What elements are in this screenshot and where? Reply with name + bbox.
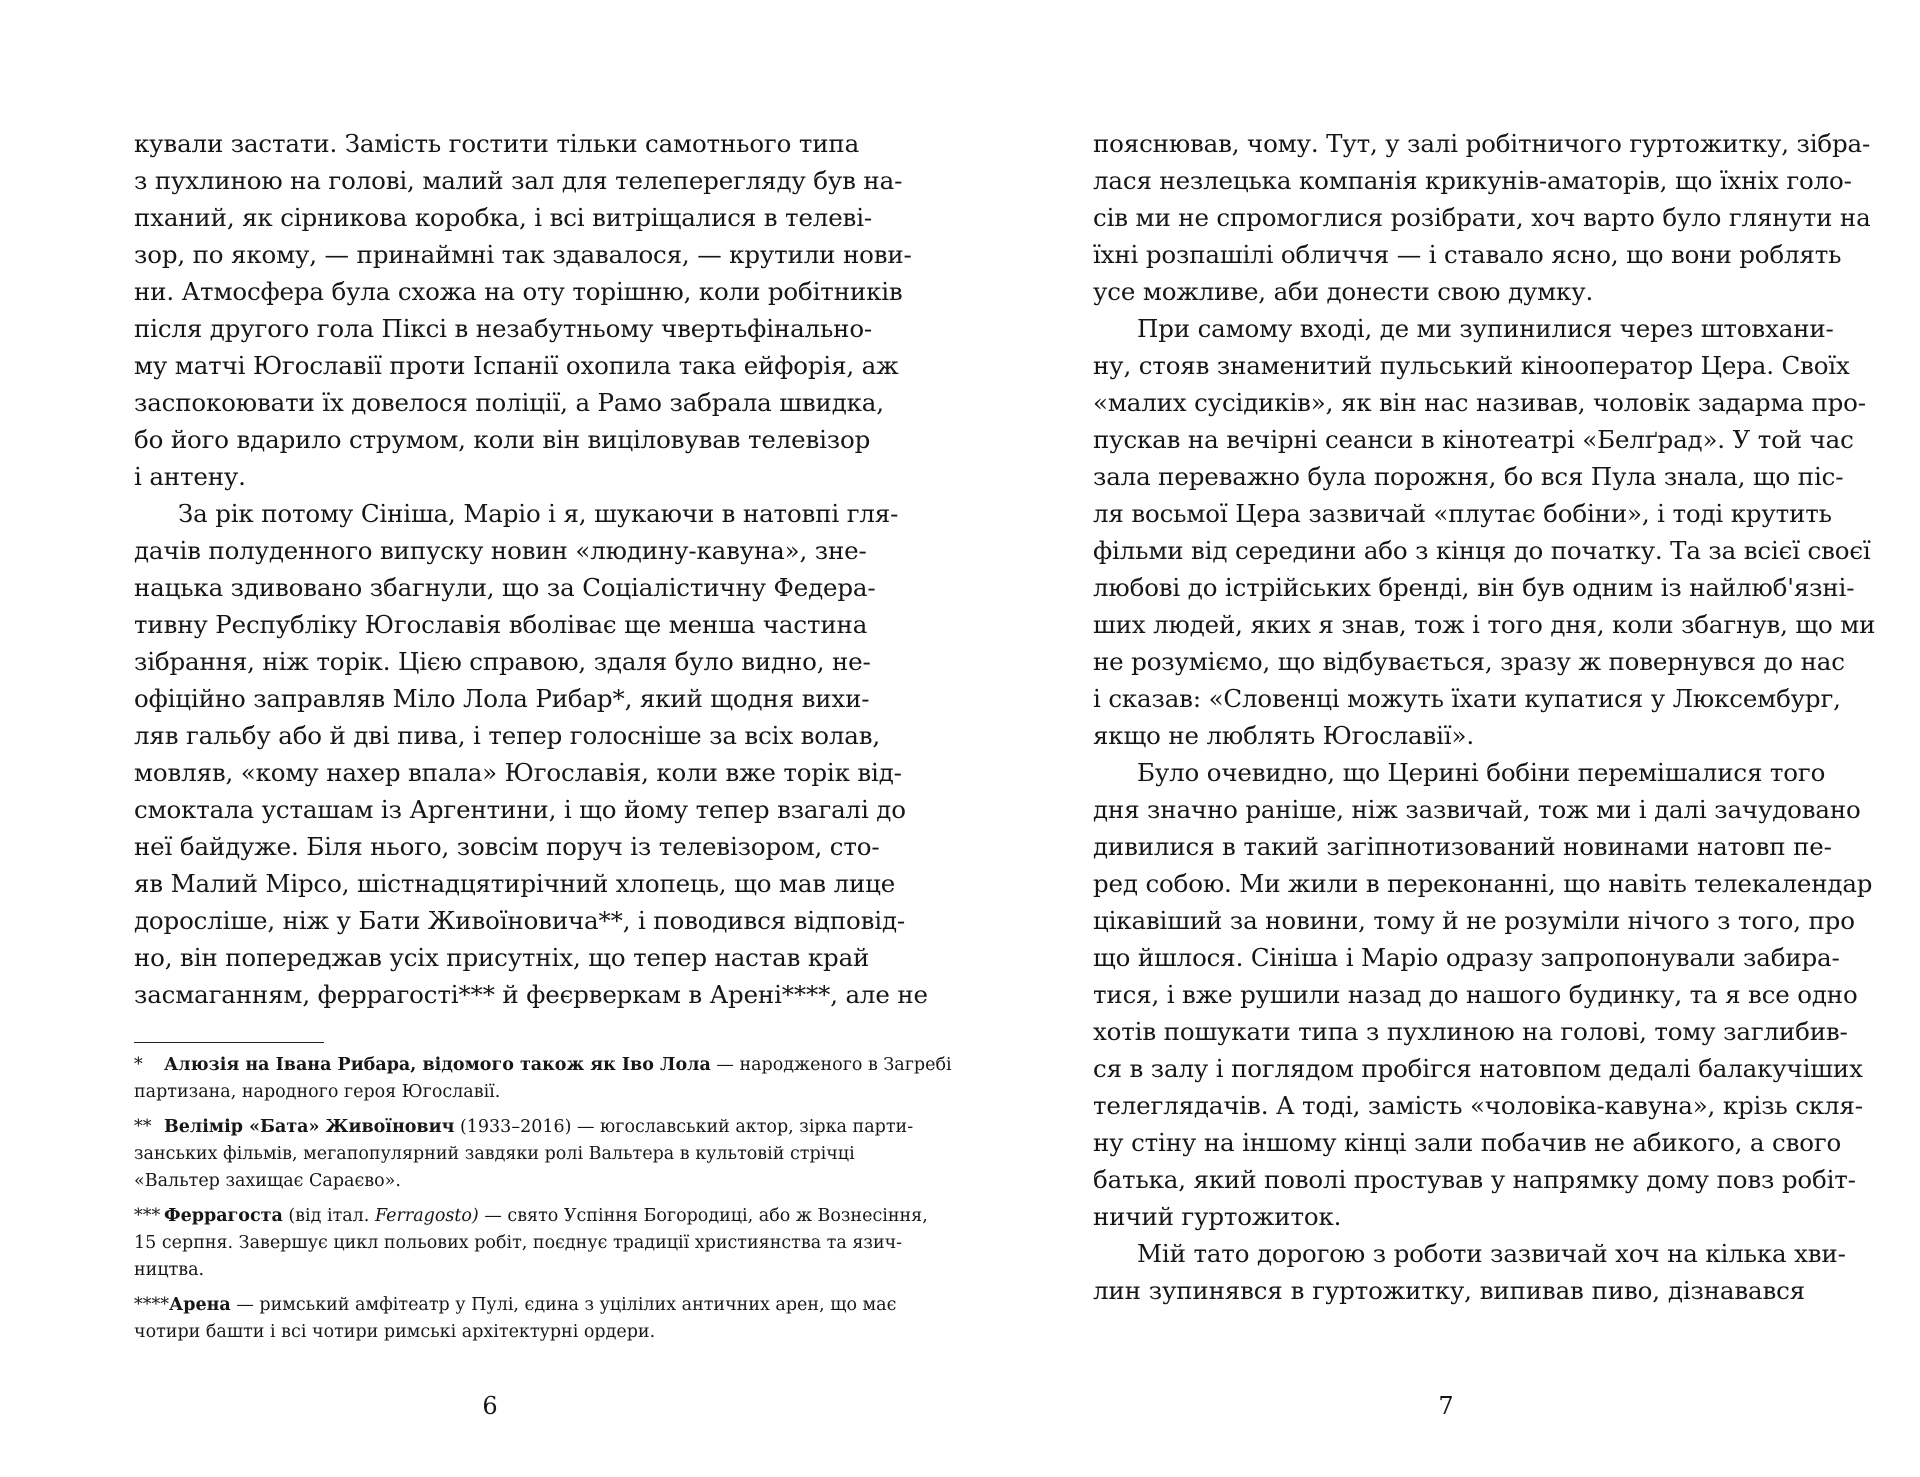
- text-line: кували застати. Замість гостити тільки самотнього типа: [134, 129, 860, 158]
- paragraph-start-line: За рік потому Сініша, Маріо і я, шукаючи в натовпі гля-: [178, 499, 899, 528]
- footnote-line: занських фільмів, мегапопулярний завдяки ролі Вальтера в культовій стрічці: [134, 1144, 855, 1164]
- footnote-separator: [134, 1042, 324, 1043]
- text-line: пояснював, чому. Тут, у залі робітничого гуртожитку, зібра-: [1093, 129, 1871, 158]
- footnote-4: [134, 1292, 897, 1346]
- text-line: зала переважно була порожня, бо вся Пула знала, що піс-: [1093, 462, 1844, 491]
- paragraph-start-line: Мій тато дорогою з роботи зазвичай хоч на кілька хви-: [1137, 1239, 1846, 1268]
- text-line: зібрання, ніж торік. Цією справою, здаля було видно, не-: [134, 647, 871, 676]
- text-line: лася незлецька компанія крикунів-аматорів, що їхніх голо-: [1093, 166, 1852, 195]
- footnote-term: Алюзія на Івана Рибара, відомого також як Іво Лола: [164, 1055, 711, 1075]
- footnote-text: — римський амфітеатр у Пулі, єдина з уцілілих античних арен, що має: [230, 1295, 897, 1315]
- footnote-term: Арена: [169, 1295, 231, 1315]
- text-line: батька, який поволі простував у напрямку дому повз робіт-: [1093, 1165, 1856, 1194]
- paragraph-start-line: При самому вході, де ми зупинилися через штовхани-: [1137, 314, 1834, 343]
- text-line: нацька здивовано збагнули, що за Соціалістичну Федера-: [134, 573, 876, 602]
- paragraph-start-line: Було очевидно, що Церині бобіни перемішалися того: [1137, 758, 1826, 787]
- footnote-italic: Ferragosto): [374, 1206, 479, 1226]
- text-line: тивну Республіку Югославія вболіває ще менша частина: [134, 610, 868, 639]
- footnote-text: — свято Успіння Богородиці, або ж Вознесіння,: [478, 1206, 928, 1226]
- footnote-1: [134, 1052, 952, 1106]
- text-line: «малих сусідиків», як він нас називав, чоловік задарма про-: [1093, 388, 1866, 417]
- text-line: телеглядачів. А тоді, замість «чоловіка-кавуна», крізь скля-: [1093, 1091, 1863, 1120]
- text-line: неї байдуже. Біля нього, зовсім поруч із телевізором, сто-: [134, 832, 880, 861]
- text-line: їхні розпашілі обличчя — і ставало ясно, що вони роблять: [1093, 240, 1842, 269]
- footnote-line: чотири башти і всі чотири римські архітектурні ордери.: [134, 1322, 656, 1342]
- text-line: дачів полуденного випуску новин «людину-кавуна», зне-: [134, 536, 867, 565]
- left-page-body: [134, 125, 928, 1013]
- footnote-mark: ***: [134, 1206, 161, 1226]
- text-line: тися, і вже рушили назад до нашого будинку, та я все одно: [1093, 980, 1858, 1009]
- text-line: ничий гуртожиток.: [1093, 1202, 1342, 1231]
- text-line: мовляв, «кому нахер впала» Югославія, коли вже торік від-: [134, 758, 902, 787]
- text-line: офіційно заправляв Міло Лола Рибар*, який щодня вихи-: [134, 684, 870, 713]
- footnote-mark: **: [134, 1117, 152, 1137]
- text-line: дня значно раніше, ніж зазвичай, тож ми і далі зачудовано: [1093, 795, 1861, 824]
- footnote-line: партизана, народного героя Югославії.: [134, 1082, 501, 1102]
- footnote-line: ництва.: [134, 1260, 205, 1280]
- text-line: му матчі Югославії проти Іспанії охопила така ейфорія, аж: [134, 351, 899, 380]
- text-line: що йшлося. Сініша і Маріо одразу запропонували забира-: [1093, 943, 1840, 972]
- text-line: ред собою. Ми жили в переконанні, що навіть телекалендар: [1093, 869, 1873, 898]
- text-line: смоктала усташам із Аргентини, і що йому тепер взагалі до: [134, 795, 906, 824]
- footnote-3: [134, 1203, 928, 1284]
- text-line: пускав на вечірні сеанси в кінотеатрі «Белґрад». У той час: [1093, 425, 1854, 454]
- text-line: усе можливе, аби донести свою думку.: [1093, 277, 1594, 306]
- text-line: якщо не люблять Югославії».: [1093, 721, 1474, 750]
- text-line: ля восьмої Цера зазвичай «плутає бобіни», і тоді крутить: [1093, 499, 1832, 528]
- text-line: яв Малий Мірсо, шістнадцятирічний хлопець, що мав лице: [134, 869, 896, 898]
- footnote-mark: ****: [134, 1295, 169, 1315]
- text-line: дивилися в такий загіпнотизований новинами натовп пе-: [1093, 832, 1832, 861]
- text-line: зор, по якому, — принаймні так здавалося, — крутили нови-: [134, 240, 912, 269]
- footnote-line: «Вальтер захищає Сараєво».: [134, 1171, 401, 1191]
- footnote-term: Феррагоста: [164, 1206, 283, 1226]
- text-line: ся в залу і поглядом пробігся натовпом дедалі балакучіших: [1093, 1054, 1863, 1083]
- text-line: і сказав: «Словенці можуть їхати купатися у Люксембург,: [1093, 684, 1841, 713]
- text-line: ну стіну на іншому кінці зали побачив не абикого, а свого: [1093, 1128, 1842, 1157]
- text-line: лин зупинявся в гуртожитку, випивав пиво, дізнавався: [1093, 1276, 1805, 1305]
- text-line: після другого гола Піксі в незабутньому чвертьфінально-: [134, 314, 873, 343]
- text-line: і антену.: [134, 462, 246, 491]
- footnote-text: — народженого в Загребі: [710, 1055, 952, 1075]
- text-line: дорослiше, ніж у Бати Живоїновича**, і поводився відповід-: [134, 906, 906, 935]
- footnote-line: 15 серпня. Завершує цикл польових робіт, поєднує традиції християнства та язич-: [134, 1233, 903, 1253]
- footnote-line: [134, 1292, 897, 1319]
- text-line: ни. Атмосфера була схожа на оту торішню, коли робітників: [134, 277, 903, 306]
- text-line: фільми від середини або з кінця до початку. Та за всієї своєї: [1093, 536, 1871, 565]
- text-line: хотів пошукати типа з пухлиною на голові, тому заглибив-: [1093, 1017, 1848, 1046]
- text-line: пханий, як сірникова коробка, і всі витріщалися в телеві-: [134, 203, 873, 232]
- text-line: ших людей, яких я знав, тож і того дня, коли збагнув, що ми: [1093, 610, 1876, 639]
- footnote-2: [134, 1114, 914, 1195]
- text-line: сів ми не спромоглися розібрати, хоч варто було глянути на: [1093, 203, 1871, 232]
- page-number-left: 6: [482, 1392, 498, 1420]
- text-line: но, він попереджав усіх присутніх, що тепер настав край: [134, 943, 870, 972]
- text-line: не розуміємо, що відбувається, зразу ж повернувся до нас: [1093, 647, 1845, 676]
- footnote-line: [134, 1203, 928, 1230]
- text-line: з пухлиною на голові, малий зал для телеперегляду був на-: [134, 166, 903, 195]
- footnote-line: [134, 1114, 914, 1141]
- right-page-body: [1093, 125, 1876, 1309]
- text-line: цікавіший за новини, тому й не розуміли нічого з того, про: [1093, 906, 1855, 935]
- footnote-mark: *: [134, 1055, 143, 1075]
- text-line: ляв гальбу або й дві пива, і тепер голосніше за всіх волав,: [134, 721, 881, 750]
- footnote-text: (від італ.: [282, 1206, 375, 1226]
- text-line: заспокоювати їх довелося поліції, а Рамо забрала швидка,: [134, 388, 884, 417]
- footnote-line: [134, 1052, 952, 1079]
- text-line: засмаганням, феррагості*** й феєрверкам в Арені****, але не: [134, 980, 928, 1009]
- text-line: любові до істрійських бренді, він був одним із найлюб'язні-: [1093, 573, 1855, 602]
- text-line: ну, стояв знаменитий пульський кінооператор Цера. Своїх: [1093, 351, 1850, 380]
- text-line: бо його вдарило струмом, коли він виціловував телевізор: [134, 425, 871, 454]
- footnote-text: (1933–2016) — югославський актор, зірка парти-: [454, 1117, 914, 1137]
- page-number-right: 7: [1438, 1392, 1454, 1420]
- footnote-term: Велімір «Бата» Живоїнович: [164, 1117, 455, 1137]
- footnotes: [134, 1052, 952, 1354]
